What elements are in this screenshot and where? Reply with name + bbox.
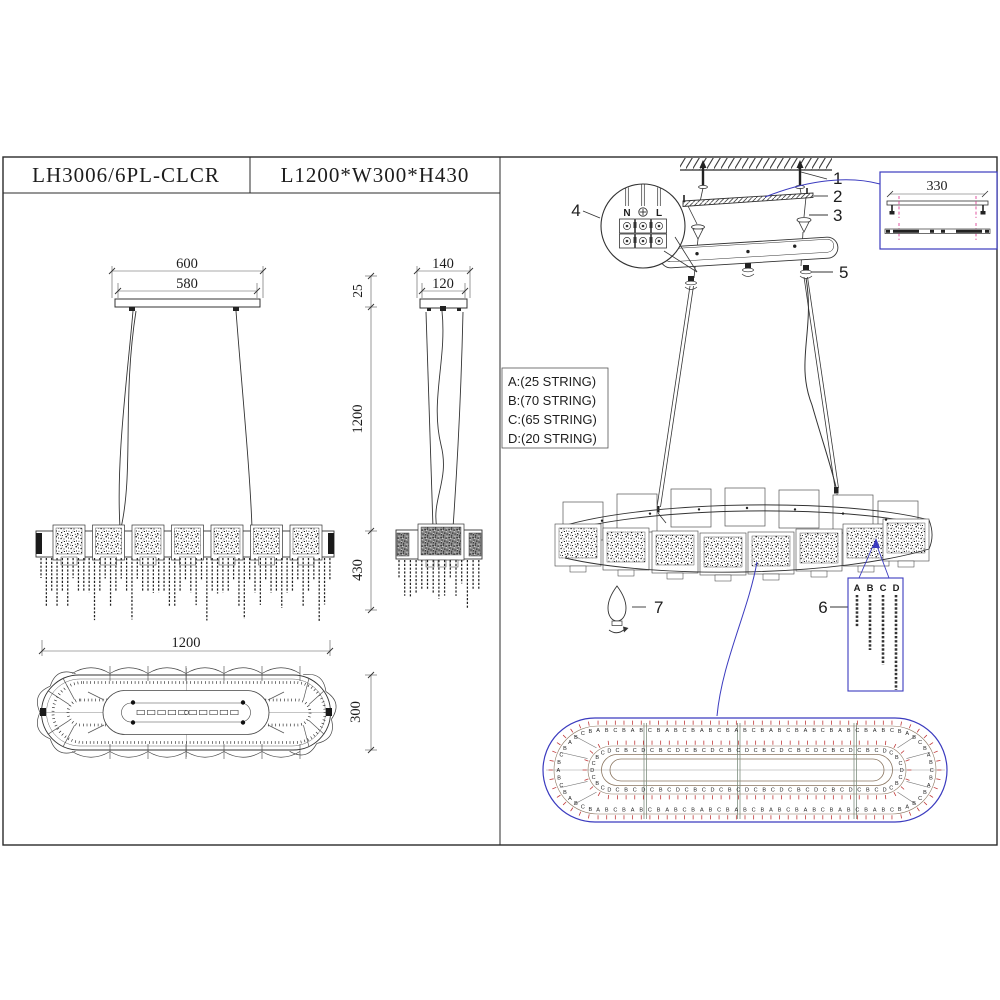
- string-letter: A: [905, 804, 910, 811]
- string-letter: B: [656, 728, 661, 735]
- string-letter: D: [814, 748, 819, 755]
- dim-330: 330: [926, 179, 948, 194]
- string-letter: C: [591, 774, 596, 781]
- string-letter: C: [600, 750, 605, 757]
- dim-120: 120: [432, 276, 454, 292]
- side-panel-right: [469, 533, 481, 556]
- string-label-b: B: [866, 583, 874, 594]
- plate-screw: [241, 720, 245, 724]
- plate-screw: [131, 720, 135, 724]
- dim-1200-length: 1200: [171, 635, 201, 651]
- string-letter: C: [822, 748, 827, 755]
- string-letter: B: [656, 807, 661, 814]
- front-canopy: [115, 299, 260, 307]
- slot-segment: [210, 710, 218, 714]
- string-letter: B: [866, 787, 870, 794]
- string-letter: B: [743, 728, 747, 735]
- string-letter: C: [682, 807, 687, 814]
- terminal-screw-center: [658, 225, 661, 228]
- string-letter: B: [727, 748, 732, 755]
- string-letter: D: [641, 748, 646, 755]
- string-letter: B: [929, 775, 933, 782]
- string-letter: C: [682, 728, 687, 735]
- string-letter: D: [641, 787, 646, 794]
- string-letter: B: [674, 728, 678, 735]
- string-tick: [608, 795, 609, 799]
- string-letter: B: [588, 806, 593, 813]
- string-letter: A: [734, 728, 739, 735]
- front-panel-tab: [763, 574, 779, 580]
- legend-line-c: C:(65 STRING): [508, 412, 597, 427]
- earth-icon: [639, 208, 647, 216]
- string-letter: C: [615, 787, 620, 794]
- string-letter: B: [622, 807, 626, 814]
- string-label-c: C: [879, 583, 887, 594]
- string-letter: B: [557, 760, 561, 767]
- panel-tab: [61, 557, 77, 565]
- callout-1: 1: [833, 169, 843, 188]
- crystal-panel: [135, 528, 161, 554]
- slot-segment: [231, 710, 239, 714]
- string-letter: B: [777, 728, 782, 735]
- string-letter: B: [622, 728, 626, 735]
- string-letter: D: [745, 787, 749, 794]
- string-letter: D: [590, 767, 595, 774]
- string-letter: D: [848, 787, 853, 794]
- dim-300: 300: [348, 701, 364, 723]
- string-letter: C: [613, 807, 618, 814]
- slot-segment: [168, 710, 176, 714]
- string-letter: A: [803, 728, 808, 735]
- string-letter: B: [624, 787, 628, 794]
- string-letter: B: [727, 787, 732, 794]
- front-panel-tab: [667, 573, 683, 579]
- panel-tab: [219, 557, 235, 565]
- front-wire-nub-right: [233, 307, 239, 311]
- string-letter: B: [691, 728, 695, 735]
- string-letter: B: [831, 748, 836, 755]
- terminal-screw-center: [626, 225, 629, 228]
- slot-segment: [147, 710, 155, 714]
- string-letter: C: [898, 760, 903, 767]
- front-panel-tab: [898, 561, 914, 567]
- panel-tab: [101, 557, 117, 565]
- string-letter: C: [753, 748, 758, 755]
- string-letter: C: [580, 804, 585, 811]
- string-letter: B: [658, 748, 663, 755]
- string-letter: C: [613, 728, 618, 735]
- string-letter: B: [588, 728, 593, 735]
- string-letter: C: [647, 807, 652, 814]
- string-letter: A: [556, 767, 561, 774]
- string-letter: A: [926, 783, 931, 790]
- front-body-endcap-right: [328, 533, 334, 554]
- callout-6: 6: [818, 598, 828, 617]
- string-letter: D: [848, 748, 853, 755]
- string-letter: B: [846, 807, 851, 814]
- dim-140: 140: [432, 256, 454, 272]
- string-letter: D: [675, 787, 680, 794]
- string-letter: C: [650, 787, 655, 794]
- string-letter: C: [647, 728, 652, 735]
- string-letter: C: [839, 748, 844, 755]
- string-letter: D: [710, 787, 715, 794]
- string-letter: B: [708, 728, 713, 735]
- front-wire-nub-left: [129, 307, 135, 311]
- string-letter: A: [699, 728, 704, 735]
- front-crystal-panel: [656, 535, 694, 565]
- string-letter: D: [814, 787, 819, 794]
- slot-segment: [220, 710, 228, 714]
- slot-segment: [199, 710, 207, 714]
- string-letter: B: [725, 728, 730, 735]
- front-panel-tab: [811, 571, 827, 577]
- dim-25: 25: [350, 284, 365, 298]
- string-letter: C: [753, 787, 758, 794]
- string-letter: B: [693, 787, 698, 794]
- string-letter: B: [881, 728, 886, 735]
- string-letter: A: [872, 807, 877, 814]
- string-letter: A: [665, 807, 670, 814]
- string-letter: B: [829, 807, 834, 814]
- terminal-screw-center: [658, 240, 661, 243]
- string-letter: B: [658, 787, 663, 794]
- string-letter: C: [667, 748, 672, 755]
- string-letter: C: [918, 795, 923, 802]
- string-letter: C: [822, 787, 827, 794]
- model-number: LH3006/6PL-CLCR: [32, 163, 220, 187]
- string-letter: C: [874, 748, 879, 755]
- string-letter: B: [604, 728, 609, 735]
- rim-bead: [746, 507, 748, 509]
- string-letter: A: [596, 807, 600, 814]
- overall-dimensions: L1200*W300*H430: [280, 163, 470, 187]
- side-panel-left: [397, 533, 409, 556]
- string-letter: C: [717, 728, 722, 735]
- string-letter: B: [812, 728, 816, 735]
- string-letter: C: [719, 748, 724, 755]
- string-letter: D: [882, 748, 887, 755]
- panel-tab: [298, 557, 314, 565]
- string-letter: B: [639, 807, 644, 814]
- string-letter: C: [770, 748, 775, 755]
- string-letter: B: [574, 800, 578, 807]
- string-letter: A: [838, 807, 842, 814]
- string-label-d: D: [892, 583, 900, 594]
- front-crystal-panel: [847, 528, 885, 558]
- crystal-panel: [214, 528, 240, 554]
- string-letter: C: [591, 760, 596, 767]
- string-letter: A: [568, 795, 572, 802]
- string-letter: C: [820, 807, 825, 814]
- back-panel: [725, 488, 765, 526]
- front-crystal-panel: [559, 528, 597, 558]
- front-panel-tab: [618, 570, 634, 576]
- string-letter: B: [760, 728, 765, 735]
- string-letter: C: [736, 748, 741, 755]
- callout-5: 5: [839, 263, 849, 282]
- side-nub-2: [457, 308, 461, 311]
- plan-center-hole: [185, 711, 189, 715]
- string-letter: B: [846, 728, 851, 735]
- terminal-nub: [650, 237, 653, 243]
- string-letter: D: [899, 767, 904, 774]
- string-letter: B: [691, 807, 695, 814]
- string-letter: B: [563, 745, 567, 752]
- legend-line-d: D:(20 STRING): [508, 431, 597, 446]
- string-letter: C: [874, 787, 879, 794]
- string-letter: B: [777, 807, 782, 814]
- string-letter: B: [929, 760, 933, 767]
- string-letter: C: [600, 785, 605, 792]
- string-letter: B: [894, 780, 899, 787]
- string-letter: B: [897, 806, 902, 813]
- back-panel: [779, 490, 819, 528]
- terminal-screw-center: [642, 240, 645, 243]
- string-letter: C: [929, 767, 934, 774]
- string-letter: C: [580, 731, 585, 738]
- string-letter: B: [897, 728, 902, 735]
- label-live: L: [655, 208, 663, 219]
- rim-bead: [842, 512, 844, 514]
- string-letter: B: [760, 807, 765, 814]
- string-letter: C: [889, 750, 894, 757]
- string-tick: [885, 741, 886, 745]
- string-letter: C: [701, 748, 706, 755]
- string-letter: B: [639, 728, 644, 735]
- string-letter: B: [557, 775, 561, 782]
- string-letter: B: [923, 789, 927, 796]
- string-letter: A: [665, 728, 670, 735]
- string-letter: B: [693, 748, 698, 755]
- string-letter: A: [838, 728, 842, 735]
- string-letter: C: [701, 787, 706, 794]
- string-letter: B: [624, 748, 628, 755]
- string-letter: C: [736, 787, 741, 794]
- slot-segment: [189, 710, 197, 714]
- crystal-panel: [56, 528, 82, 554]
- legend-line-a: A:(25 STRING): [508, 374, 597, 389]
- string-letter: C: [788, 787, 793, 794]
- string-letter: D: [607, 748, 612, 755]
- rim-bead: [601, 519, 603, 521]
- back-panel: [617, 494, 657, 532]
- string-letter: C: [889, 785, 894, 792]
- plate-screw: [241, 700, 245, 704]
- side-nub-1: [427, 308, 431, 311]
- dim-580: 580: [176, 276, 198, 292]
- front-body-endcap-left: [36, 533, 42, 554]
- string-letter: A: [596, 728, 600, 735]
- rim-bead: [794, 508, 796, 510]
- terminal-screw-center: [642, 225, 645, 228]
- string-letter: B: [796, 748, 801, 755]
- bracket-side-view: [887, 201, 988, 205]
- string-letter: A: [872, 728, 877, 735]
- string-letter: C: [719, 787, 724, 794]
- front-panel-tab: [715, 575, 731, 581]
- string-letter: C: [667, 787, 672, 794]
- dim-1200-drop: 1200: [350, 404, 366, 434]
- string-letter: B: [866, 748, 870, 755]
- string-letter: A: [905, 731, 910, 738]
- terminal-nub: [650, 222, 653, 228]
- string-letter: D: [607, 787, 612, 794]
- terminal-nub: [634, 222, 637, 228]
- panel-tab: [180, 557, 196, 565]
- string-letter: B: [812, 807, 816, 814]
- string-letter: A: [630, 728, 635, 735]
- string-letter: C: [770, 787, 775, 794]
- string-letter: C: [805, 787, 810, 794]
- string-letter: A: [769, 728, 773, 735]
- crystal-panel: [254, 528, 280, 554]
- string-letter: B: [595, 780, 600, 787]
- string-letter: C: [786, 728, 791, 735]
- string-letter: C: [632, 787, 637, 794]
- string-letter: B: [912, 734, 916, 741]
- plan-end-nub: [326, 708, 332, 716]
- crystal-panel: [96, 528, 122, 554]
- string-letter: B: [563, 789, 567, 796]
- string-letter: C: [805, 748, 810, 755]
- front-panel-tab: [570, 566, 586, 572]
- string-letter: D: [779, 787, 784, 794]
- string-letter: C: [857, 787, 862, 794]
- front-crystal-panel: [800, 533, 838, 563]
- string-letter: A: [803, 807, 808, 814]
- string-letter: C: [788, 748, 793, 755]
- string-letter: C: [918, 739, 923, 746]
- string-letter: B: [708, 807, 713, 814]
- string-letter: C: [855, 728, 860, 735]
- string-tick: [885, 795, 886, 799]
- callout-4: 4: [571, 201, 581, 220]
- string-letter: D: [779, 748, 784, 755]
- terminal-nub: [634, 237, 637, 243]
- string-letter: C: [857, 748, 862, 755]
- string-letter: A: [630, 807, 635, 814]
- rim-bead: [698, 508, 700, 510]
- string-letter: B: [674, 807, 678, 814]
- slot-segment: [158, 710, 166, 714]
- string-letter: D: [675, 748, 680, 755]
- string-legend: [502, 368, 608, 448]
- string-letter: B: [795, 807, 799, 814]
- string-letter: C: [889, 728, 894, 735]
- string-letter: C: [820, 728, 825, 735]
- string-letter: C: [751, 807, 756, 814]
- rim-bead: [885, 518, 887, 520]
- string-letter: D: [745, 748, 749, 755]
- string-letter: B: [881, 807, 886, 814]
- string-letter: D: [882, 787, 887, 794]
- terminal-screw-center: [626, 240, 629, 243]
- front-crystal-panel: [752, 536, 790, 566]
- string-letter: B: [795, 728, 799, 735]
- legend-line-b: B:(70 STRING): [508, 393, 597, 408]
- string-letter: C: [559, 783, 564, 790]
- side-panel-center: [421, 527, 461, 555]
- string-letter: B: [762, 748, 767, 755]
- front-crystal-panel: [704, 537, 742, 567]
- slot-segment: [137, 710, 145, 714]
- plan-end-nub: [40, 708, 46, 716]
- string-letter: B: [796, 787, 801, 794]
- string-letter: C: [786, 807, 791, 814]
- dim-430: 430: [350, 559, 366, 581]
- string-letter: B: [864, 728, 868, 735]
- callout-7: 7: [654, 598, 664, 617]
- front-panel-tab: [858, 566, 874, 572]
- string-letter: A: [699, 807, 704, 814]
- string-letter: C: [751, 728, 756, 735]
- string-label-a: A: [853, 583, 861, 594]
- string-letter: B: [829, 728, 834, 735]
- string-letter: C: [889, 807, 894, 814]
- crystal-panel: [175, 528, 201, 554]
- rim-bead: [649, 512, 651, 514]
- string-letter: B: [894, 754, 899, 761]
- crystal-panel: [293, 528, 319, 554]
- string-letter: B: [831, 787, 836, 794]
- string-letter: C: [898, 774, 903, 781]
- string-letter: B: [725, 807, 730, 814]
- callout-3: 3: [833, 206, 843, 225]
- string-letter: B: [912, 800, 916, 807]
- string-letter: B: [762, 787, 767, 794]
- string-letter: C: [632, 748, 637, 755]
- string-letter: B: [574, 734, 578, 741]
- string-letter: B: [864, 807, 868, 814]
- string-letter: A: [734, 807, 739, 814]
- side-tabs: [426, 560, 458, 567]
- side-nub-3: [440, 306, 446, 311]
- string-letter: C: [650, 748, 655, 755]
- string-letter: B: [595, 754, 600, 761]
- front-crystal-panel: [887, 523, 925, 553]
- string-letter: A: [926, 752, 931, 759]
- string-letter: B: [604, 807, 609, 814]
- callout-2: 2: [833, 187, 843, 206]
- front-crystal-panel: [607, 532, 645, 562]
- string-letter: C: [615, 748, 620, 755]
- string-letter: A: [769, 807, 773, 814]
- string-tick: [608, 741, 609, 745]
- string-letter: C: [839, 787, 844, 794]
- string-letter: C: [559, 752, 564, 759]
- string-letter: C: [684, 748, 689, 755]
- string-letter: C: [855, 807, 860, 814]
- string-letter: C: [717, 807, 722, 814]
- string-letter: D: [710, 748, 715, 755]
- string-letter: C: [684, 787, 689, 794]
- string-letter: B: [923, 745, 927, 752]
- string-letter: B: [743, 807, 747, 814]
- dim-600: 600: [176, 256, 198, 272]
- plate-screw: [131, 700, 135, 704]
- label-neutral: N: [623, 208, 631, 219]
- string-letter: A: [568, 739, 572, 746]
